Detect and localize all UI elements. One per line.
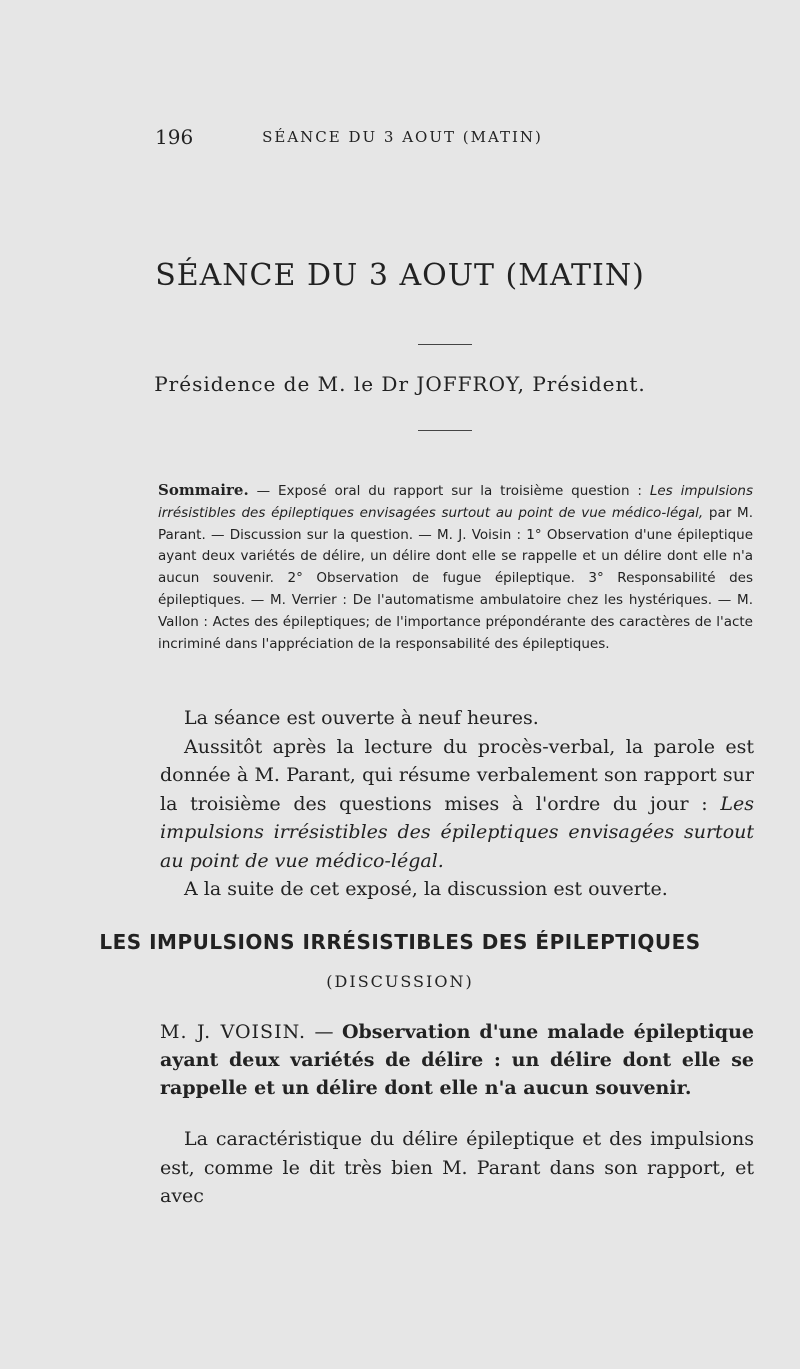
opening-text: [160, 704, 754, 904]
discussion-opened-line: A la suite de cet exposé, la discussion est ouverte.: [184, 878, 668, 900]
summary-text: — Exposé oral du rapport sur la troisième question :: [248, 483, 650, 499]
section-title: LES IMPULSIONS IRRÉSISTIBLES DES ÉPILEPTIQUES: [99, 930, 701, 954]
summary-label: Sommaire.: [158, 481, 249, 499]
paper-dash: —: [306, 1021, 342, 1043]
presidency-line: Présidence de M. le Dr JOFFROY, Président.: [154, 372, 646, 396]
divider-rule: [418, 430, 472, 431]
running-title: SÉANCE DU 3 AOUT (MATIN): [262, 128, 543, 146]
opening-paragraph: [160, 733, 754, 876]
running-head: [155, 125, 650, 155]
summary-paragraph: [158, 480, 753, 655]
paper-heading: [160, 1018, 754, 1102]
body-paragraph: [160, 1125, 754, 1211]
opening-line: La séance est ouverte à neuf heures.: [184, 707, 539, 729]
section-subtitle: (DISCUSSION): [326, 972, 474, 991]
paper-author: M. J. VOISIN.: [160, 1021, 307, 1043]
paper-title: Observation d'une malade épileptique ayant deux variétés de délire : un délire dont elle se rappelle et un délire dont elle n'a aucun souvenir.: [160, 1021, 754, 1099]
summary-text: par M. Parant. — Discussion sur la question. — M. J. Voisin : 1° Observation d'une épileptique ayant deux variétés de délire, un délire dont elle se rappelle et un délire dont elle n'a aucun souvenir. 2° Observation de fugue épileptique. 3° Responsabilité des épileptiques. — M. Verrier : De l'automatisme ambulatoire chez les hystériques. — M. Vallon : Actes des épileptiques; de l'importance prépondérante des caractères de l'acte incriminé dans l'appréciation de la responsabilité des épileptiques.: [158, 504, 753, 652]
summary-italic-title: Les impulsions irrésistibles des épileptiques envisagées surtout au point de vue médico-légal,: [158, 483, 753, 521]
opening-italic-title: Les impulsions irrésistibles des épileptiques envisagées surtout au point de vue médico-légal.: [160, 792, 754, 872]
body-paragraph-text: La caractéristique du délire épileptique et des impulsions est, comme le dit très bien M. Parant dans son rapport, et avec: [160, 1128, 754, 1207]
divider-rule: [418, 344, 472, 345]
opening-paragraph-text: Aussitôt après la lecture du procès-verbal, la parole est donnée à M. Parant, qui résume verbalement son rapport sur la troisième des questions mises à l'ordre du jour :: [160, 735, 754, 815]
page-number: 196: [155, 125, 194, 149]
session-title: SÉANCE DU 3 AOUT (MATIN): [155, 258, 645, 293]
